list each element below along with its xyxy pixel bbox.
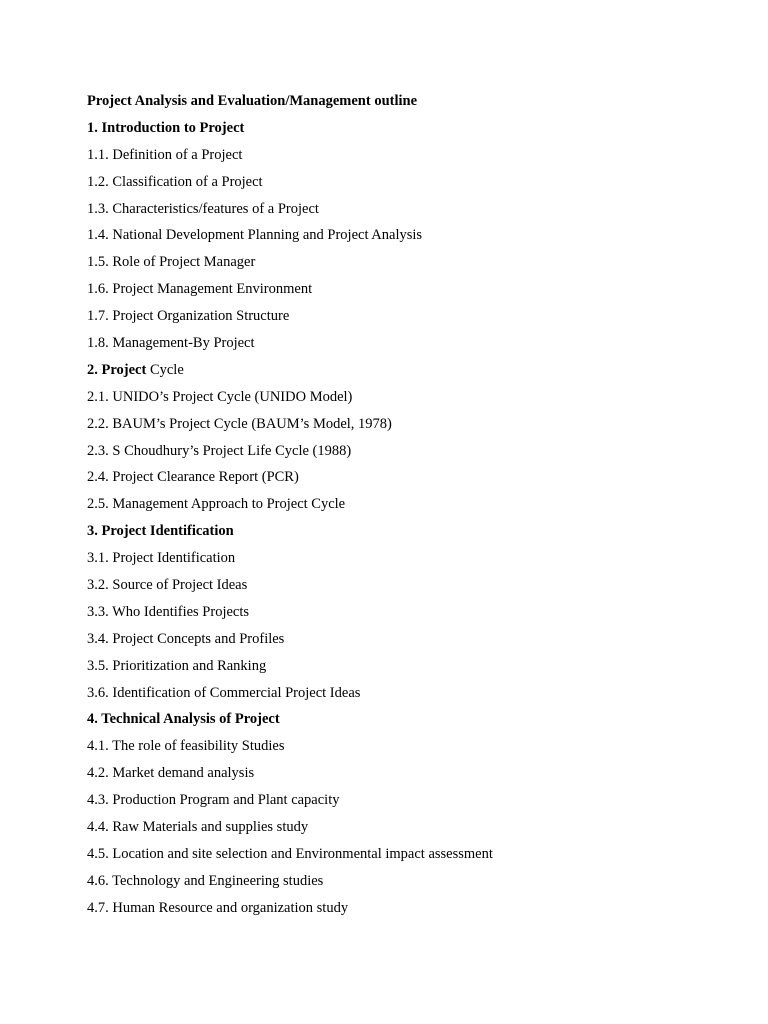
section-heading-bold: 1. Introduction to Project <box>87 119 245 136</box>
outline-item: 3.4. Project Concepts and Profiles <box>87 630 285 647</box>
section-heading-bold: 2. Project <box>87 361 147 378</box>
outline-item: 2.1. UNIDO’s Project Cycle (UNIDO Model) <box>87 388 353 405</box>
outline-item: 4.2. Market demand analysis <box>87 765 255 782</box>
outline-item: 4.5. Location and site selection and Environmental impact assessment <box>87 845 493 862</box>
outline-item: 1.3. Characteristics/features of a Project <box>87 200 319 217</box>
section-heading <box>87 357 493 384</box>
outline-item: 1.1. Definition of a Project <box>87 146 243 163</box>
outline-item: 2.2. BAUM’s Project Cycle (BAUM’s Model, 1978) <box>87 415 392 432</box>
outline-item: 1.5. Role of Project Manager <box>87 254 256 271</box>
outline-item: 1.2. Classification of a Project <box>87 173 263 190</box>
outline-item: 4.3. Production Program and Plant capacity <box>87 792 340 809</box>
section-heading <box>87 518 493 545</box>
document-title: Project Analysis and Evaluation/Management outline <box>87 93 418 109</box>
outline <box>87 88 493 922</box>
outline-item: 1.4. National Development Planning and Project Analysis <box>87 227 423 244</box>
outline-item: 3.1. Project Identification <box>87 550 236 567</box>
section-heading-rest: Cycle <box>146 361 184 378</box>
outline-item: 3.5. Prioritization and Ranking <box>87 657 267 674</box>
outline-item: 1.8. Management-By Project <box>87 335 255 352</box>
outline-item: 2.3. S Choudhury’s Project Life Cycle (1988) <box>87 442 352 459</box>
outline-item: 1.6. Project Management Environment <box>87 281 313 298</box>
outline-item: 2.4. Project Clearance Report (PCR) <box>87 469 299 486</box>
outline-item: 3.3. Who Identifies Projects <box>87 603 250 620</box>
section-heading <box>87 115 493 142</box>
outline-item: 2.5. Management Approach to Project Cycle <box>87 496 346 513</box>
section-heading-bold: 4. Technical Analysis of Project <box>87 711 280 728</box>
outline-item: 3.6. Identification of Commercial Project Ideas <box>87 684 361 701</box>
outline-item: 4.1. The role of feasibility Studies <box>87 738 285 755</box>
outline-item: 4.6. Technology and Engineering studies <box>87 872 324 889</box>
section-heading <box>87 706 493 733</box>
outline-item: 1.7. Project Organization Structure <box>87 308 290 325</box>
section-heading-bold: 3. Project Identification <box>87 523 234 540</box>
outline-item: 4.4. Raw Materials and supplies study <box>87 819 309 836</box>
outline-item: 3.2. Source of Project Ideas <box>87 577 248 594</box>
outline-item: 4.7. Human Resource and organization study <box>87 899 349 916</box>
